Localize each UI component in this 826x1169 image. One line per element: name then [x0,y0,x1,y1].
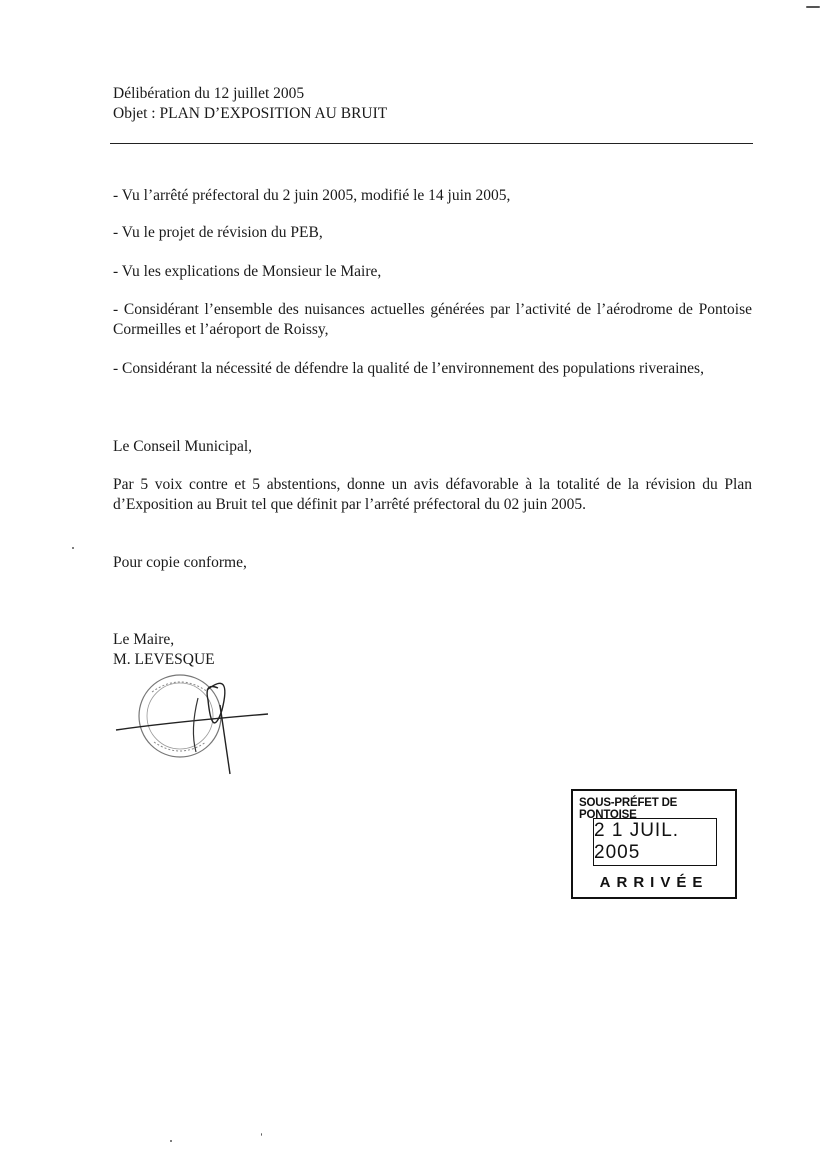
certified-copy: Pour copie conforme, [113,554,247,571]
document-header [113,84,387,124]
deliberation-date: Délibération du 12 juillet 2005 [113,85,305,102]
consideration-1: - Vu l’arrêté préfectoral du 2 juin 2005, modifié le 14 juin 2005, [113,187,511,204]
consideration-2: - Vu le projet de révision du PEB, [113,224,323,241]
header-divider [110,143,753,144]
stamp-footer: ARRIVÉE [599,874,709,891]
vote-resolution: Par 5 voix contre et 5 abstentions, donne un avis défavorable à la totalité de la révision du Plan d’Exposition au Bruit tel que définit par l’arrêté préfectoral du 02 juin 2005. [113,476,752,513]
signature-block [113,630,215,670]
mayor-seal-signature [112,670,272,778]
document-subject: Objet : PLAN D’EXPOSITION AU BRUIT [113,105,388,122]
scan-speck [806,6,820,8]
council-heading: Le Conseil Municipal, [113,438,253,455]
scan-speck [170,1140,172,1142]
consideration-4: - Considérant l’ensemble des nuisances actuelles générées par l’activité de l’aérodrome de Pontoise Cormeilles et l’aéroport de Roissy, [113,301,752,338]
signatory-name: M. LEVESQUE [113,651,215,668]
consideration-3: - Vu les explications de Monsieur le Maire, [113,263,382,280]
consideration-5: - Considérant la nécessité de défendre la qualité de l’environnement des populations riveraines, [113,360,704,377]
stamp-header: SOUS-PRÉFET DE PONTOISE [579,797,678,821]
arrival-stamp [571,789,737,899]
scan-speck [72,547,74,549]
stamp-date: 2 1 JUIL. 2005 [593,818,717,866]
signatory-title: Le Maire, [113,631,175,648]
scan-speck [261,1133,262,1136]
